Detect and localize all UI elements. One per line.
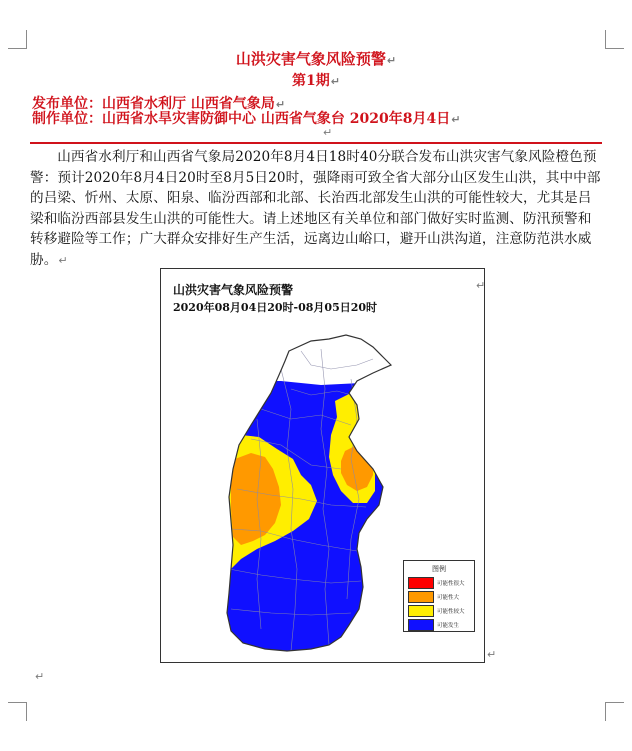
legend-swatch [408,577,434,589]
paragraph-mark: ↵ [487,648,497,661]
issue-number: 第1期↵ [292,73,340,89]
map-title: 山洪灾害气象风险预警 [173,283,294,297]
producer-value: 山西省水旱灾害防御中心 山西省气象台 2020年8月4日 [102,111,451,127]
legend-swatch [408,605,434,617]
legend-item-high: 可能性大 [408,591,474,602]
publisher-label: 发布单位： [32,96,102,112]
legend-item-possible: 可能发生 [408,619,474,630]
paragraph-mark: ↵ [35,670,45,683]
producer-label: 制作单位： [32,111,102,127]
publisher-line: 发布单位：山西省水利厅 山西省气象局↵ [32,96,286,112]
legend-item-very-high: 可能性很大 [408,577,474,588]
page-corner-bottom-left [8,702,27,721]
document-title: 山洪灾害气象风险预警↵ [235,50,397,68]
page-corner-bottom-right [605,702,624,721]
page-corner-top-right [605,30,624,49]
legend-title: 图例 [432,565,446,573]
legend-swatch [408,591,434,603]
legend-swatch [408,619,434,631]
map-subtitle: 2020年08月04日20时-08月05日20时 [173,301,378,314]
producer-line: 制作单位：山西省水旱灾害防御中心 山西省气象台 2020年8月4日↵ [32,111,461,127]
publisher-value: 山西省水利厅 山西省气象局 [102,96,275,112]
paragraph-mark: ↵ [476,279,486,292]
paragraph-mark: ↵ [323,126,333,139]
warning-paragraph: 山西省水利厅和山西省气象局2020年8月4日18时40分联合发布山洪灾害气象风险橙色预警：预计2020年8月4日20时至8月5日20时，强降雨可致全省大部分山区发生山洪，其中中部的吕梁、忻州、太原、阳泉、临汾西部和北部、长治西北部发生山洪的可能性较大，尤其是吕梁和临汾西部县发生山洪的可能性大。请上述地区有关单位和部门做好实时监测、防汛预警和转移避险等工作；广大群众安排好生产生活，远离边山峪口，避开山洪沟道，注意防范洪水威胁。↵ [30,149,601,268]
map-figure [160,268,485,663]
page-corner-top-left [8,30,27,49]
red-header-rule [30,142,602,144]
map-legend [403,560,475,632]
legend-item-moderate: 可能性较大 [408,605,474,616]
